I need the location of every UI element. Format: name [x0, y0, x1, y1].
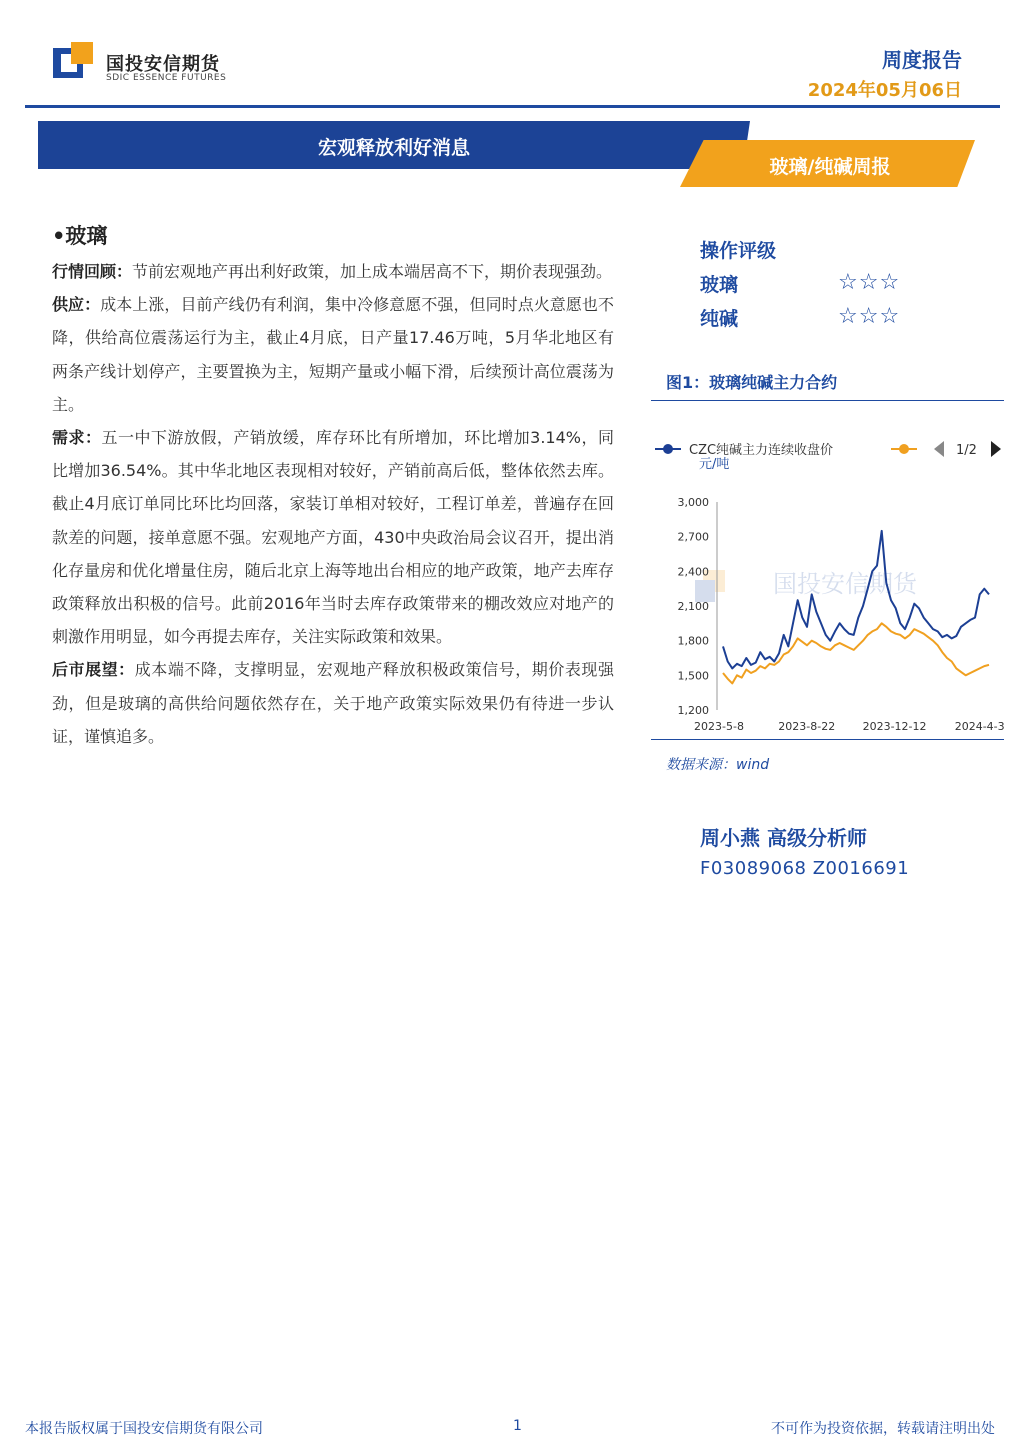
price-chart	[651, 430, 1011, 740]
paragraph-review	[52, 255, 614, 288]
category-text: 玻璃/纯碱周报	[769, 156, 891, 178]
chart-legend	[655, 441, 1001, 472]
x-tick-label: 2024-4-3	[954, 720, 1005, 733]
legend-label-main: CZC纯碱主力连续收盘价	[689, 443, 834, 458]
rating-title: 操作评级	[700, 240, 777, 262]
chart-lines	[723, 531, 989, 684]
figure-bottom-rule	[651, 739, 1004, 740]
company-name-en: SDIC ESSENCE FUTURES	[106, 73, 227, 83]
rating-name-glass: 玻璃	[700, 274, 739, 296]
data-source: 数据来源：wind	[666, 757, 770, 773]
header-divider	[25, 105, 1000, 108]
legend-pager: 1/2	[956, 443, 977, 458]
paragraph-text: 成本端不降，支撑明显，宏观地产释放积极政策信号，期价表现强劲，但是玻璃的高供给问题依然存在，关于地产政策实际效果仍有待进一步认证，谨慎追多。	[52, 660, 614, 746]
rating-stars-soda: ☆☆☆	[838, 304, 901, 329]
rating-name-soda: 纯碱	[700, 308, 739, 330]
unit-label: 元/吨	[699, 457, 730, 472]
paragraph-label: 后市展望：	[52, 660, 135, 680]
y-tick-label: 2,700	[677, 530, 709, 544]
report-date: 2024年05月06日	[807, 80, 962, 101]
company-name: 国投安信期货	[106, 54, 220, 75]
footer-disclaimer: 不可作为投资依据，转载请注明出处	[771, 1421, 995, 1437]
paragraph-demand	[52, 421, 614, 653]
analyst-name: 周小燕 高级分析师	[700, 826, 867, 850]
headline-text: 宏观释放利好消息	[317, 137, 470, 159]
y-tick-label: 1,800	[677, 634, 709, 648]
body-text	[52, 255, 614, 753]
legend-marker-second	[899, 444, 909, 454]
legend-prev-icon[interactable]	[934, 441, 944, 457]
paragraph-label: 行情回顾：	[52, 262, 133, 281]
rating-stars-glass: ☆☆☆	[838, 270, 901, 295]
x-tick-label: 2023-5-8	[694, 720, 744, 733]
paragraph-label: 需求：	[52, 428, 102, 448]
y-tick-label: 1,200	[677, 704, 709, 717]
figure-top-rule	[651, 400, 1004, 401]
company-logo	[53, 42, 95, 84]
x-tick-label: 2023-8-22	[778, 720, 836, 733]
footer-copyright: 本报告版权属于国投安信期货有限公司	[25, 1421, 263, 1437]
y-tick-label: 1,500	[677, 669, 709, 683]
watermark-text: 国投安信期货	[773, 570, 917, 598]
paragraph-outlook	[52, 653, 614, 753]
series-line-orange	[723, 623, 989, 683]
y-tick-label: 2,100	[677, 600, 709, 613]
section-title: •玻璃	[52, 224, 108, 248]
chart-axes	[678, 496, 1005, 733]
report-type: 周度报告	[882, 48, 962, 72]
legend-next-icon[interactable]	[991, 441, 1001, 457]
paragraph-text: 五一中下游放假，产销放缓，库存环比有所增加，环比增加3.14%，同比增加36.54%。其中华北地区表现相对较好，产销前高后低，整体依然去库。截止4月底订单同比环比均回落，家装订单相对较好，工程订单差，普遍存在回款差的问题，接单意愿不强。宏观地产方面，430中央政治局会议召开，提出消化存量房和优化增量住房，随后北京上海等地出台相应的地产政策，地产去库存政策释放出积极的信号。此前2016年当时去库存政策带来的棚改效应对地产的刺激作用明显，如今再提去库存，关注实际政策和效果。	[52, 428, 614, 647]
y-tick-label: 3,000	[677, 496, 709, 509]
legend-marker-main	[663, 444, 673, 454]
paragraph-text: 成本上涨，目前产线仍有利润，集中冷修意愿不强，但同时点火意愿也不降，供给高位震荡运行为主，截止4月底，日产量17.46万吨，5月华北地区有两条产线计划停产，主要置换为主，短期产量或小幅下滑，后续预计高位震荡为主。	[52, 295, 614, 414]
paragraph-label: 供应：	[52, 295, 101, 315]
y-tick-label: 2,400	[677, 565, 709, 579]
figure-title: 图1：玻璃纯碱主力合约	[666, 373, 838, 392]
analyst-ids: F03089068 Z0016691	[700, 858, 910, 879]
page-number: 1	[513, 1418, 522, 1434]
paragraph-supply	[52, 288, 614, 421]
paragraph-text: 节前宏观地产再出利好政策，加上成本端居高不下，期价表现强劲。	[132, 262, 613, 281]
x-tick-label: 2023-12-12	[862, 720, 927, 733]
